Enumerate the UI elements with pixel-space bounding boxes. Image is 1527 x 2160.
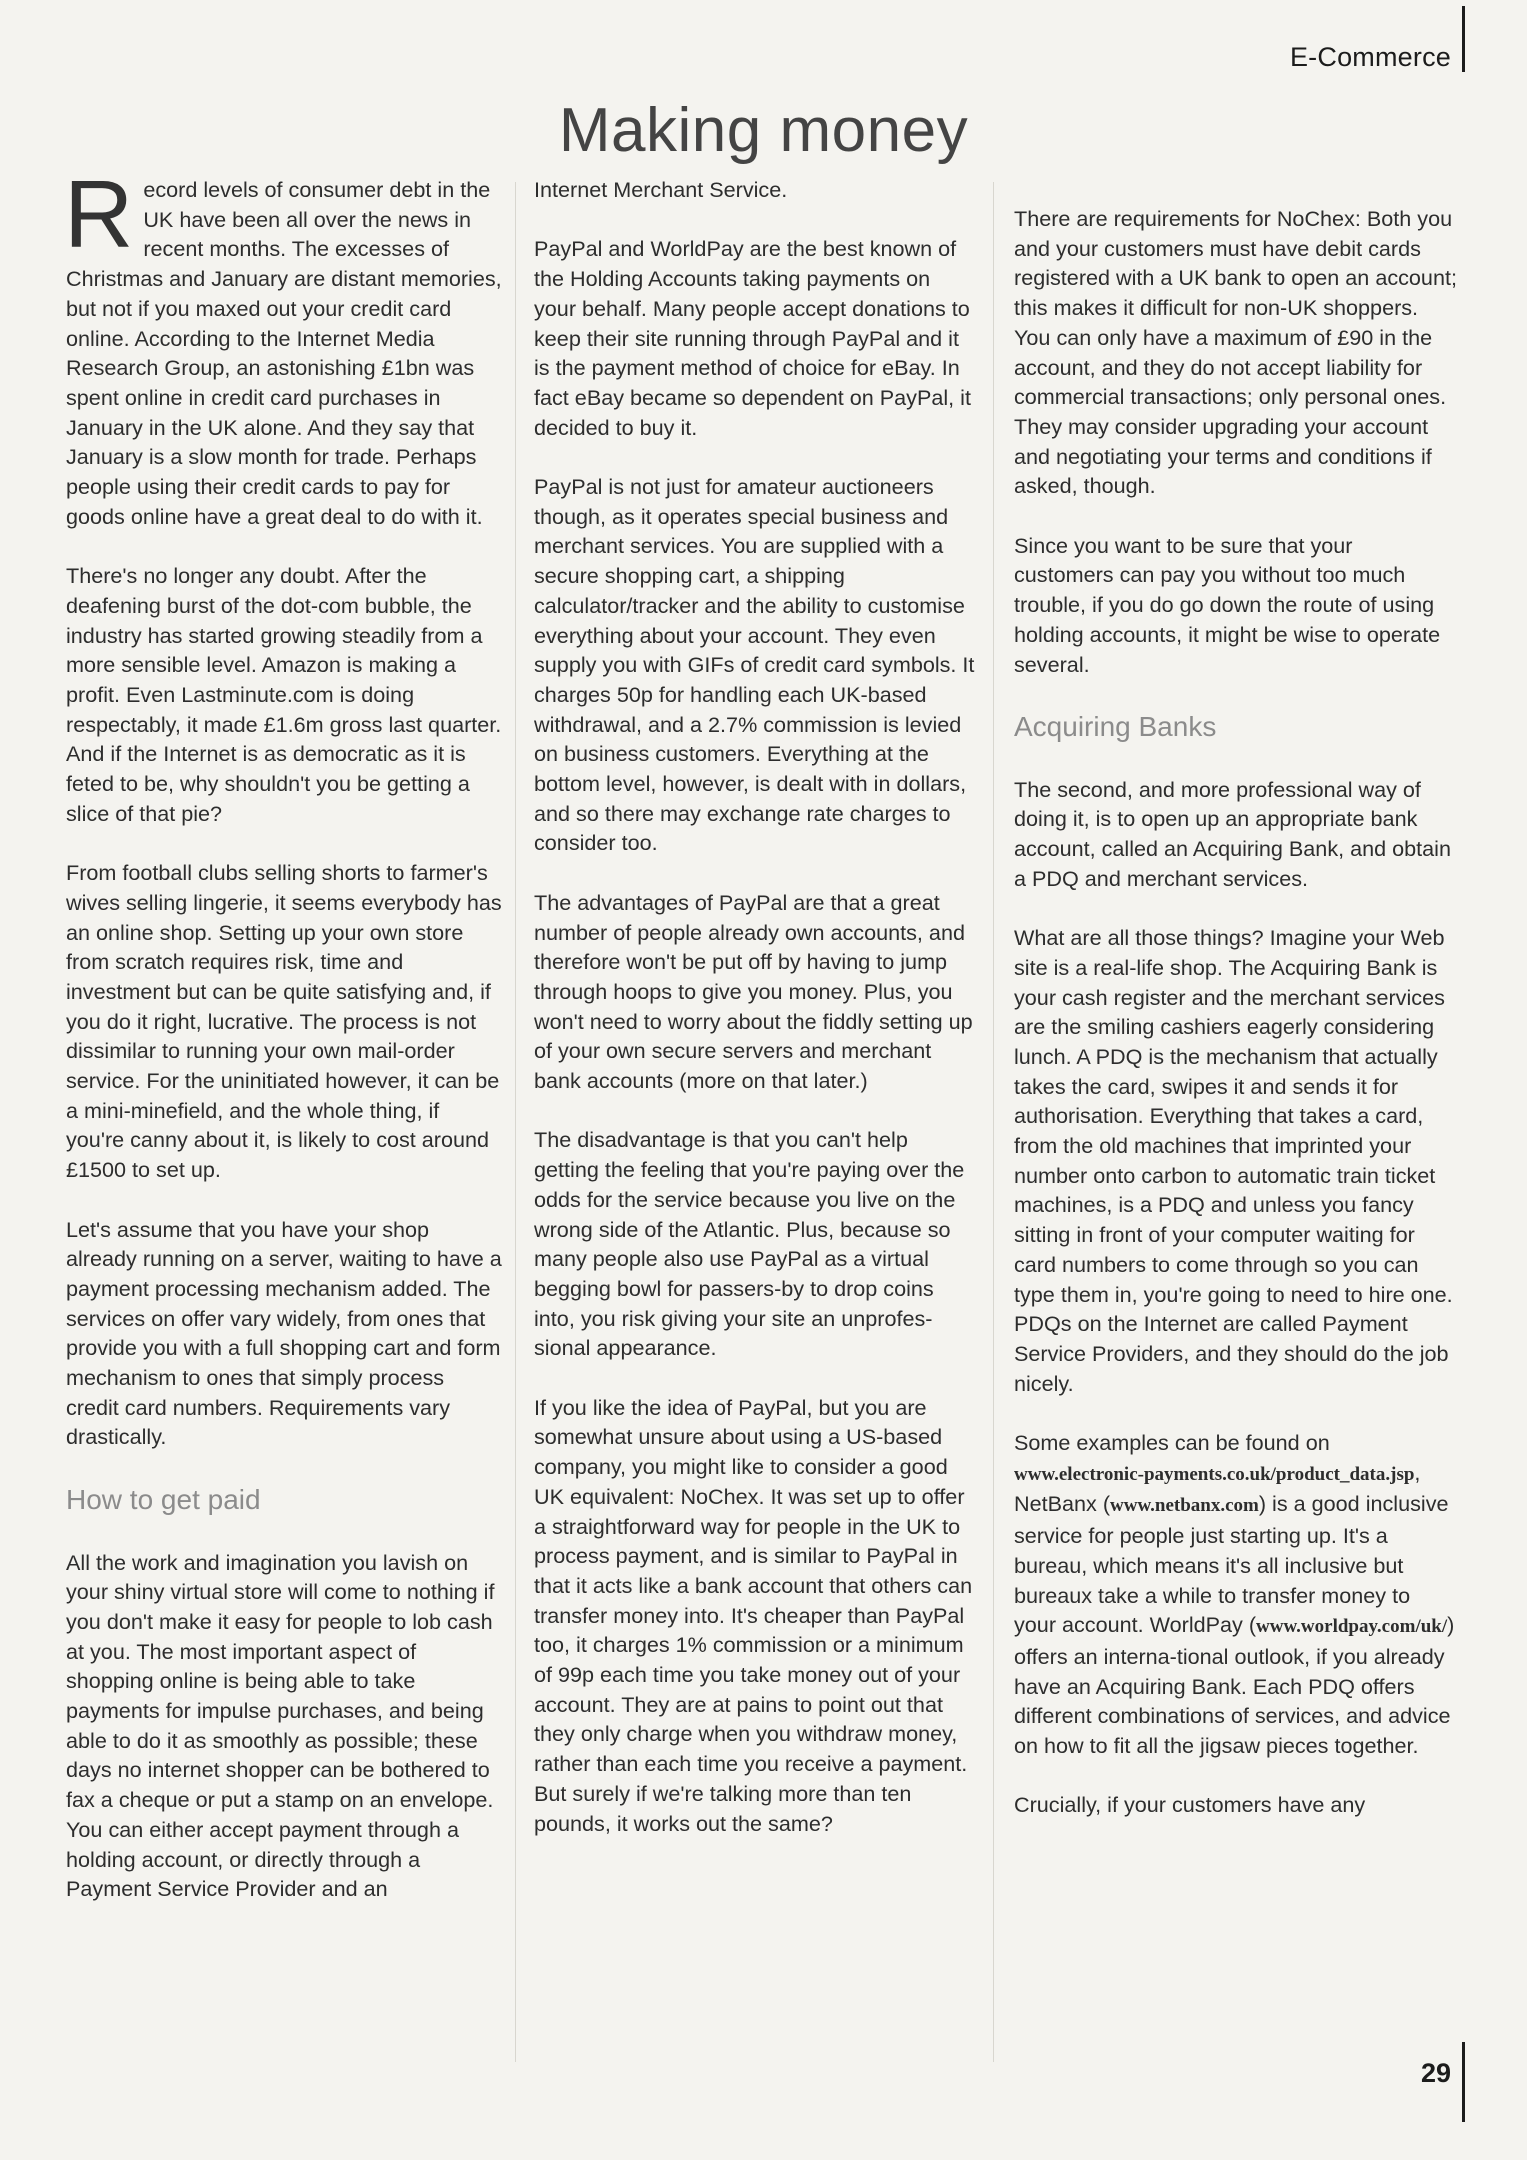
page-number-divider — [1462, 2042, 1465, 2122]
subheading: How to get paid — [66, 1483, 261, 1515]
column-divider-1 — [515, 182, 516, 2062]
subheading: Acquiring Banks — [1014, 710, 1217, 742]
paragraph: What are all those things? Imagine your Web site is a real-life shop. The Acquiring Bank is your cash register and the merchant services are the smiling cashiers eagerly considering lunch. A PDQ is the mechanism that actually takes the card, swipes it and sends it for authorisation. Everything that takes a card, from the old machines that imprinted your number onto carbon to automatic train ticket machines, is a PDQ and unless you fancy sitting in front of your computer waiting for card numbers to come through so you can type them in, you're going to need to hire one. PDQs on the Internet are called Payment Service Providers, and they should do the job nicely. — [1014, 925, 1453, 1396]
paragraph: Some examples can be found on www.electronic-payments.co.uk/product_data.jsp, NetBanx (www.netbanx.com) is a good inclusive service for people just starting up. It's a bureau, which means it's all inclusive but bureaux take a while to transfer money to your account. WorldPay (www.worldpay.com/uk/) offers an interna-tional outlook, if you already have an Acquiring Bank. Each PDQ offers different combinations of services, and advice on how to fit all the jigsaw pieces together. — [1014, 1430, 1455, 1759]
url-link[interactable]: www.netbanx.com — [1110, 1495, 1259, 1517]
page-title: Making money — [558, 96, 969, 165]
paragraph: Internet Merchant Service. — [534, 177, 788, 202]
column-divider-2 — [993, 182, 994, 2062]
url-link[interactable]: www.worldpay.com/uk/ — [1256, 1616, 1448, 1638]
url-link[interactable]: www.electronic-payments.co.uk/product_data.jsp — [1014, 1463, 1415, 1485]
paragraph: The advantages of PayPal are that a great number of people already own accounts, and therefore won't be put off by having to jump through hoops to give you money. Plus, you won't need to worry about the fiddly setting up of your own secure servers and merchant bank accounts (more on that later.) — [534, 889, 973, 1094]
paragraph: The disadvantage is that you can't help getting the feeling that you're paying over the odds for the service because you live on the wrong side of the Atlantic. Plus, because so many people also use PayPal as a virtual begging bowl for passers-by to drop coins into, you risk giving your site an unprofes-sional appearance. — [534, 1127, 965, 1361]
paragraph: PayPal is not just for amateur auctioneers though, as it operates special business and merchant services. You are supplied with a secure shopping cart, a shipping calculator/tracker and the ability to customise everything about your account. They even supply you with GIFs of credit card symbols. It charges 50p for handling each UK-based withdrawal, and a 2.7% commission is levied on business customers. Everything at the bottom level, however, is dealt with in dollars, and so there may exchange rate charges to consider too. — [534, 474, 975, 856]
paragraph: If you like the idea of PayPal, but you are somewhat unsure about using a US-based company, you might like to consider a good UK equivalent: NoChex. It was set up to offer a straightforward way for people in the UK to process payment, and is similar to PayPal in that it acts like a bank account that others can transfer money into. It's cheaper than PayPal too, it charges 1% commission or a minimum of 99p each time you take money out of your account. They are at pains to point out that they only charge when you withdraw money, rather than each time you receive a payment. But surely if we're talking more than ten pounds, it works out the same? — [534, 1394, 973, 1836]
paragraph: The second, and more professional way of doing it, is to open up an appropriate bank account, called an Acquiring Bank, and obtain a PDQ and merchant services. — [1014, 776, 1451, 891]
paragraph: Since you want to be sure that your customers can pay you without too much trouble, if you do go down the route of using holding accounts, it might be wise to operate several. — [1014, 532, 1441, 677]
section-divider — [1462, 6, 1465, 72]
section-label: E-Commerce — [1289, 42, 1451, 72]
article-column-1 — [64, 161, 502, 1904]
page-number: 29 — [1420, 2058, 1451, 2088]
paragraph: Crucially, if your customers have any — [1014, 1792, 1366, 1818]
article-column-2 — [534, 175, 977, 1838]
paragraph: PayPal and WorldPay are the best known of the Holding Accounts taking payments on your behalf. Many people accept donations to keep their site running through PayPal and it is the payment method of choice for eBay. In fact eBay became so dependent on PayPal, it decided to buy it. — [534, 236, 971, 440]
paragraph: Let's assume that you have your shop already running on a server, waiting to have a payment processing mechanism added. The services on offer vary widely, from ones that provide you with a full shopping cart and form mechanism to ones that simply process credit card numbers. Requirements vary drastically. — [66, 1216, 502, 1450]
paragraph: All the work and imagination you lavish on your shiny virtual store will come to nothing if you don't make it easy for people to lob cash at you. The most important aspect of shopping online is being able to take payments for impulse purchases, and being able to do it as smoothly as possible; these days no internet shopper can be bothered to fax a cheque or put a stamp on an envelope. You can either accept payment through a holding account, or directly through a Payment Service Provider and an — [66, 1549, 495, 1902]
paragraph: From football clubs selling shorts to farmer's wives selling lingerie, it seems everybody has an online shop. Setting up your own store from scratch requires risk, time and investment but can be quite satisfying and, if you do it right, lucrative. The process is not dissimilar to running your own mail-order service. For the uninitiated however, it can be a mini-minefield, and the whole thing, if you're canny about it, is likely to cost around £1500 to set up. — [66, 860, 502, 1183]
article-column-3 — [1014, 204, 1458, 1820]
paragraph: There's no longer any doubt. After the deafening burst of the dot-com bubble, the industry has started growing steadily from a more sensible level. Amazon is making a profit. Even Lastminute.com is doing respectably, it made £1.6m gross last quarter. And if the Internet is as democratic as it is feted to be, why shouldn't you be getting a slice of that pie? — [66, 563, 502, 826]
paragraph: There are requirements for NoChex: Both you and your customers must have debit cards registered with a UK bank to open an account; this makes it difficult for non-UK shoppers. You can only have a maximum of £90 in the account, and they do not accept liability for commercial transactions; only personal ones. They may consider upgrading your account and negotiating your terms and conditions if asked, though. — [1014, 206, 1457, 499]
drop-cap: R — [64, 161, 134, 268]
paragraph: Record levels of consumer debt in the UK have been all over the news in recent months. The excesses of Christmas and January are distant memories, but not if you maxed out your credit card online. According to the Internet Media Research Group, an astonishing £1bn was spent online in credit card purchases in January in the UK alone. And they say that January is a slow month for trade. Perhaps people using their credit cards to pay for goods online have a great deal to do with it. — [64, 161, 502, 529]
